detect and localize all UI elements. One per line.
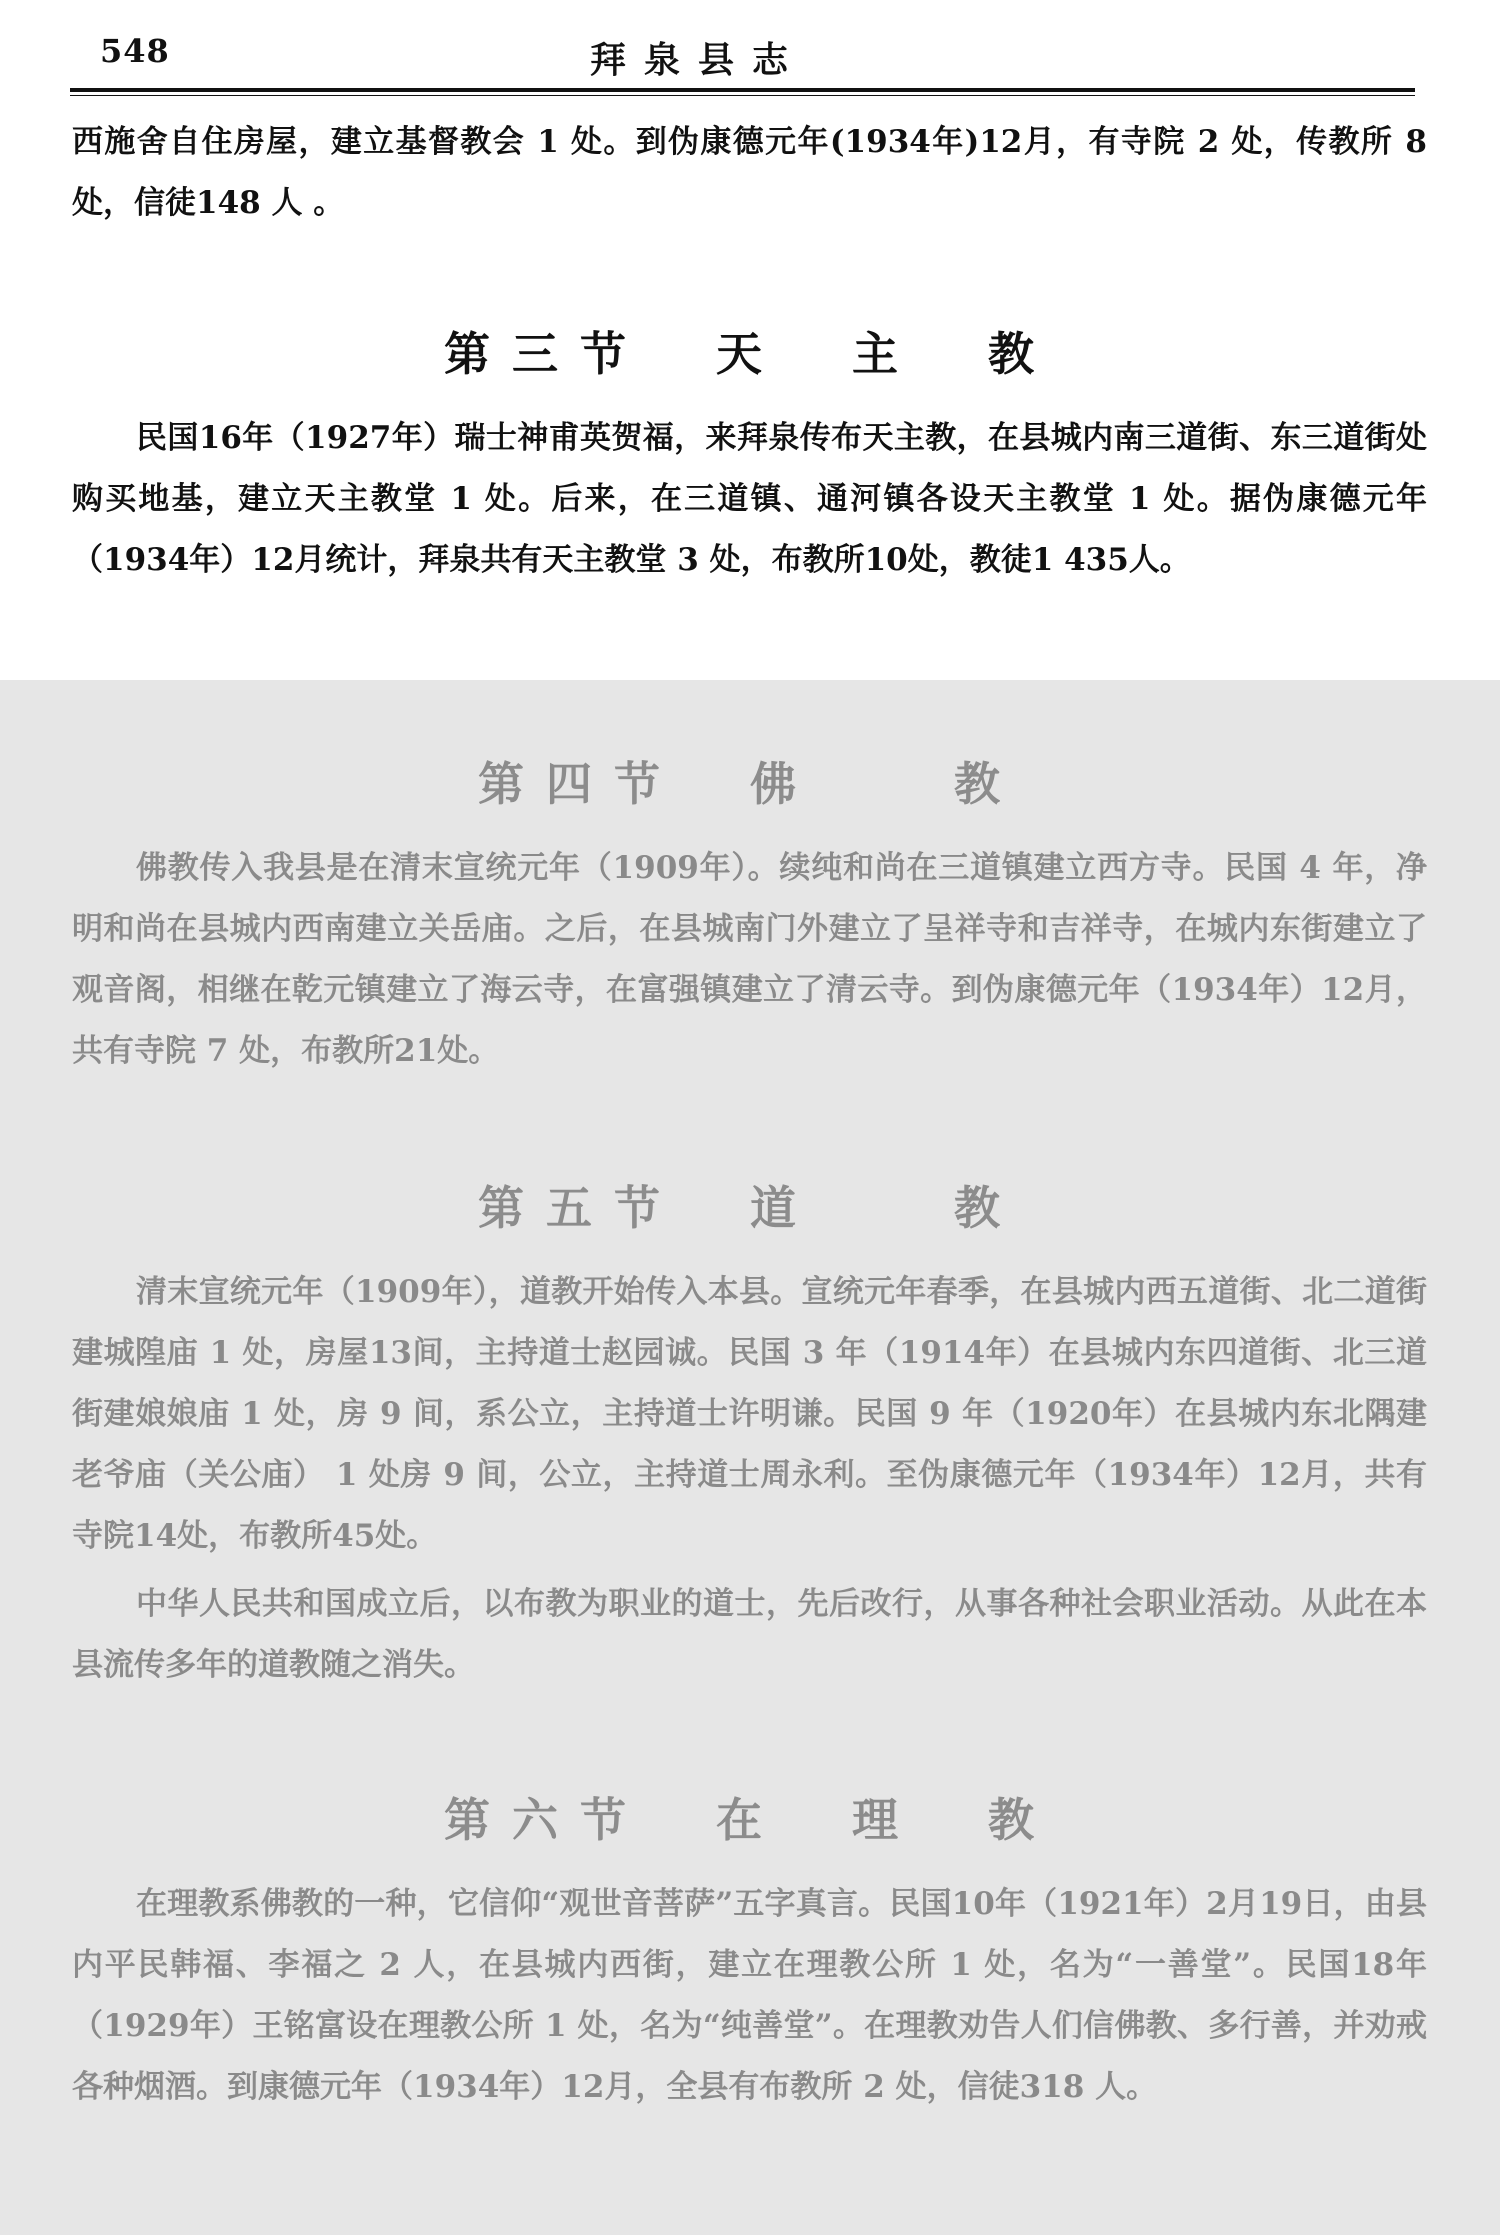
section-title-taoism: 第五节 道 教 — [478, 1181, 1022, 1235]
header-rule-thin — [70, 95, 1415, 96]
running-title: 拜泉县志 — [590, 39, 807, 81]
page-header — [70, 22, 1415, 82]
section-title-zaili: 第六节 在 理 教 — [444, 1793, 1056, 1847]
paragraph-zaili: 在理教系佛教的一种，它信仰“观世音菩萨”五字真言。民国10年（1921年）2月19日，由县内平民韩福、李福之 2 人，在县城内西街，建立在理教公所 1 处，名为“一善堂”。民国18年（1929年）王铭富设在理教公所 1 处，名为“纯善堂”。在理教劝告人们信佛教、多行善，并劝戒各种烟酒。到康德元年（1934年）12月，全县有布教所 2 处，信徒318 人。 — [72, 1886, 1427, 2105]
page-number: 548 — [100, 32, 170, 70]
paragraph-taoism-1: 清末宣统元年（1909年），道教开始传入本县。宣统元年春季，在县城内西五道街、北二道街建城隍庙 1 处，房屋13间，主持道士赵园诚。民国 3 年（1914年）在县城内东四道街、北三道街建娘娘庙 1 处，房 9 间，系公立，主持道士许明谦。民国 9 年（1920年）在县城内东北隅建老爷庙（关公庙） 1 处房 9 间，公立，主持道士周永利。至伪康德元年（1934年）12月，共有寺院14处，布教所45处。 — [72, 1274, 1427, 1554]
paragraph-catholicism: 民国16年（1927年）瑞士神甫英贺福，来拜泉传布天主教，在县城内南三道街、东三道街处购买地基，建立天主教堂 1 处。后来，在三道镇、通河镇各设天主教堂 1 处。据伪康德元年（1934年）12月统计，拜泉共有天主教堂 3 处，布教所10处，教徒1 435人。 — [72, 420, 1427, 578]
section-title-catholicism: 第三节 天 主 教 — [444, 327, 1056, 381]
section-title-buddhism: 第四节 佛 教 — [478, 757, 1022, 811]
continuation-paragraph: 西施舍自住房屋，建立基督教会 1 处。到伪康德元年(1934年)12月，有寺院 2 处，传教所 8 处，信徒148 人 。 — [72, 124, 1427, 221]
header-rule — [70, 88, 1415, 92]
paragraph-buddhism: 佛教传入我县是在清末宣统元年（1909年）。续纯和尚在三道镇建立西方寺。民国 4 年，净明和尚在县城内西南建立关岳庙。之后，在县城南门外建立了呈祥寺和吉祥寺，在城内东街建立了观音阁，相继在乾元镇建立了海云寺，在富强镇建立了清云寺。到伪康德元年（1934年）12月，共有寺院 7 处，布教所21处。 — [72, 850, 1427, 1069]
paragraph-taoism-2: 中华人民共和国成立后，以布教为职业的道士，先后改行，从事各种社会职业活动。从此在本县流传多年的道教随之消失。 — [72, 1586, 1427, 1683]
